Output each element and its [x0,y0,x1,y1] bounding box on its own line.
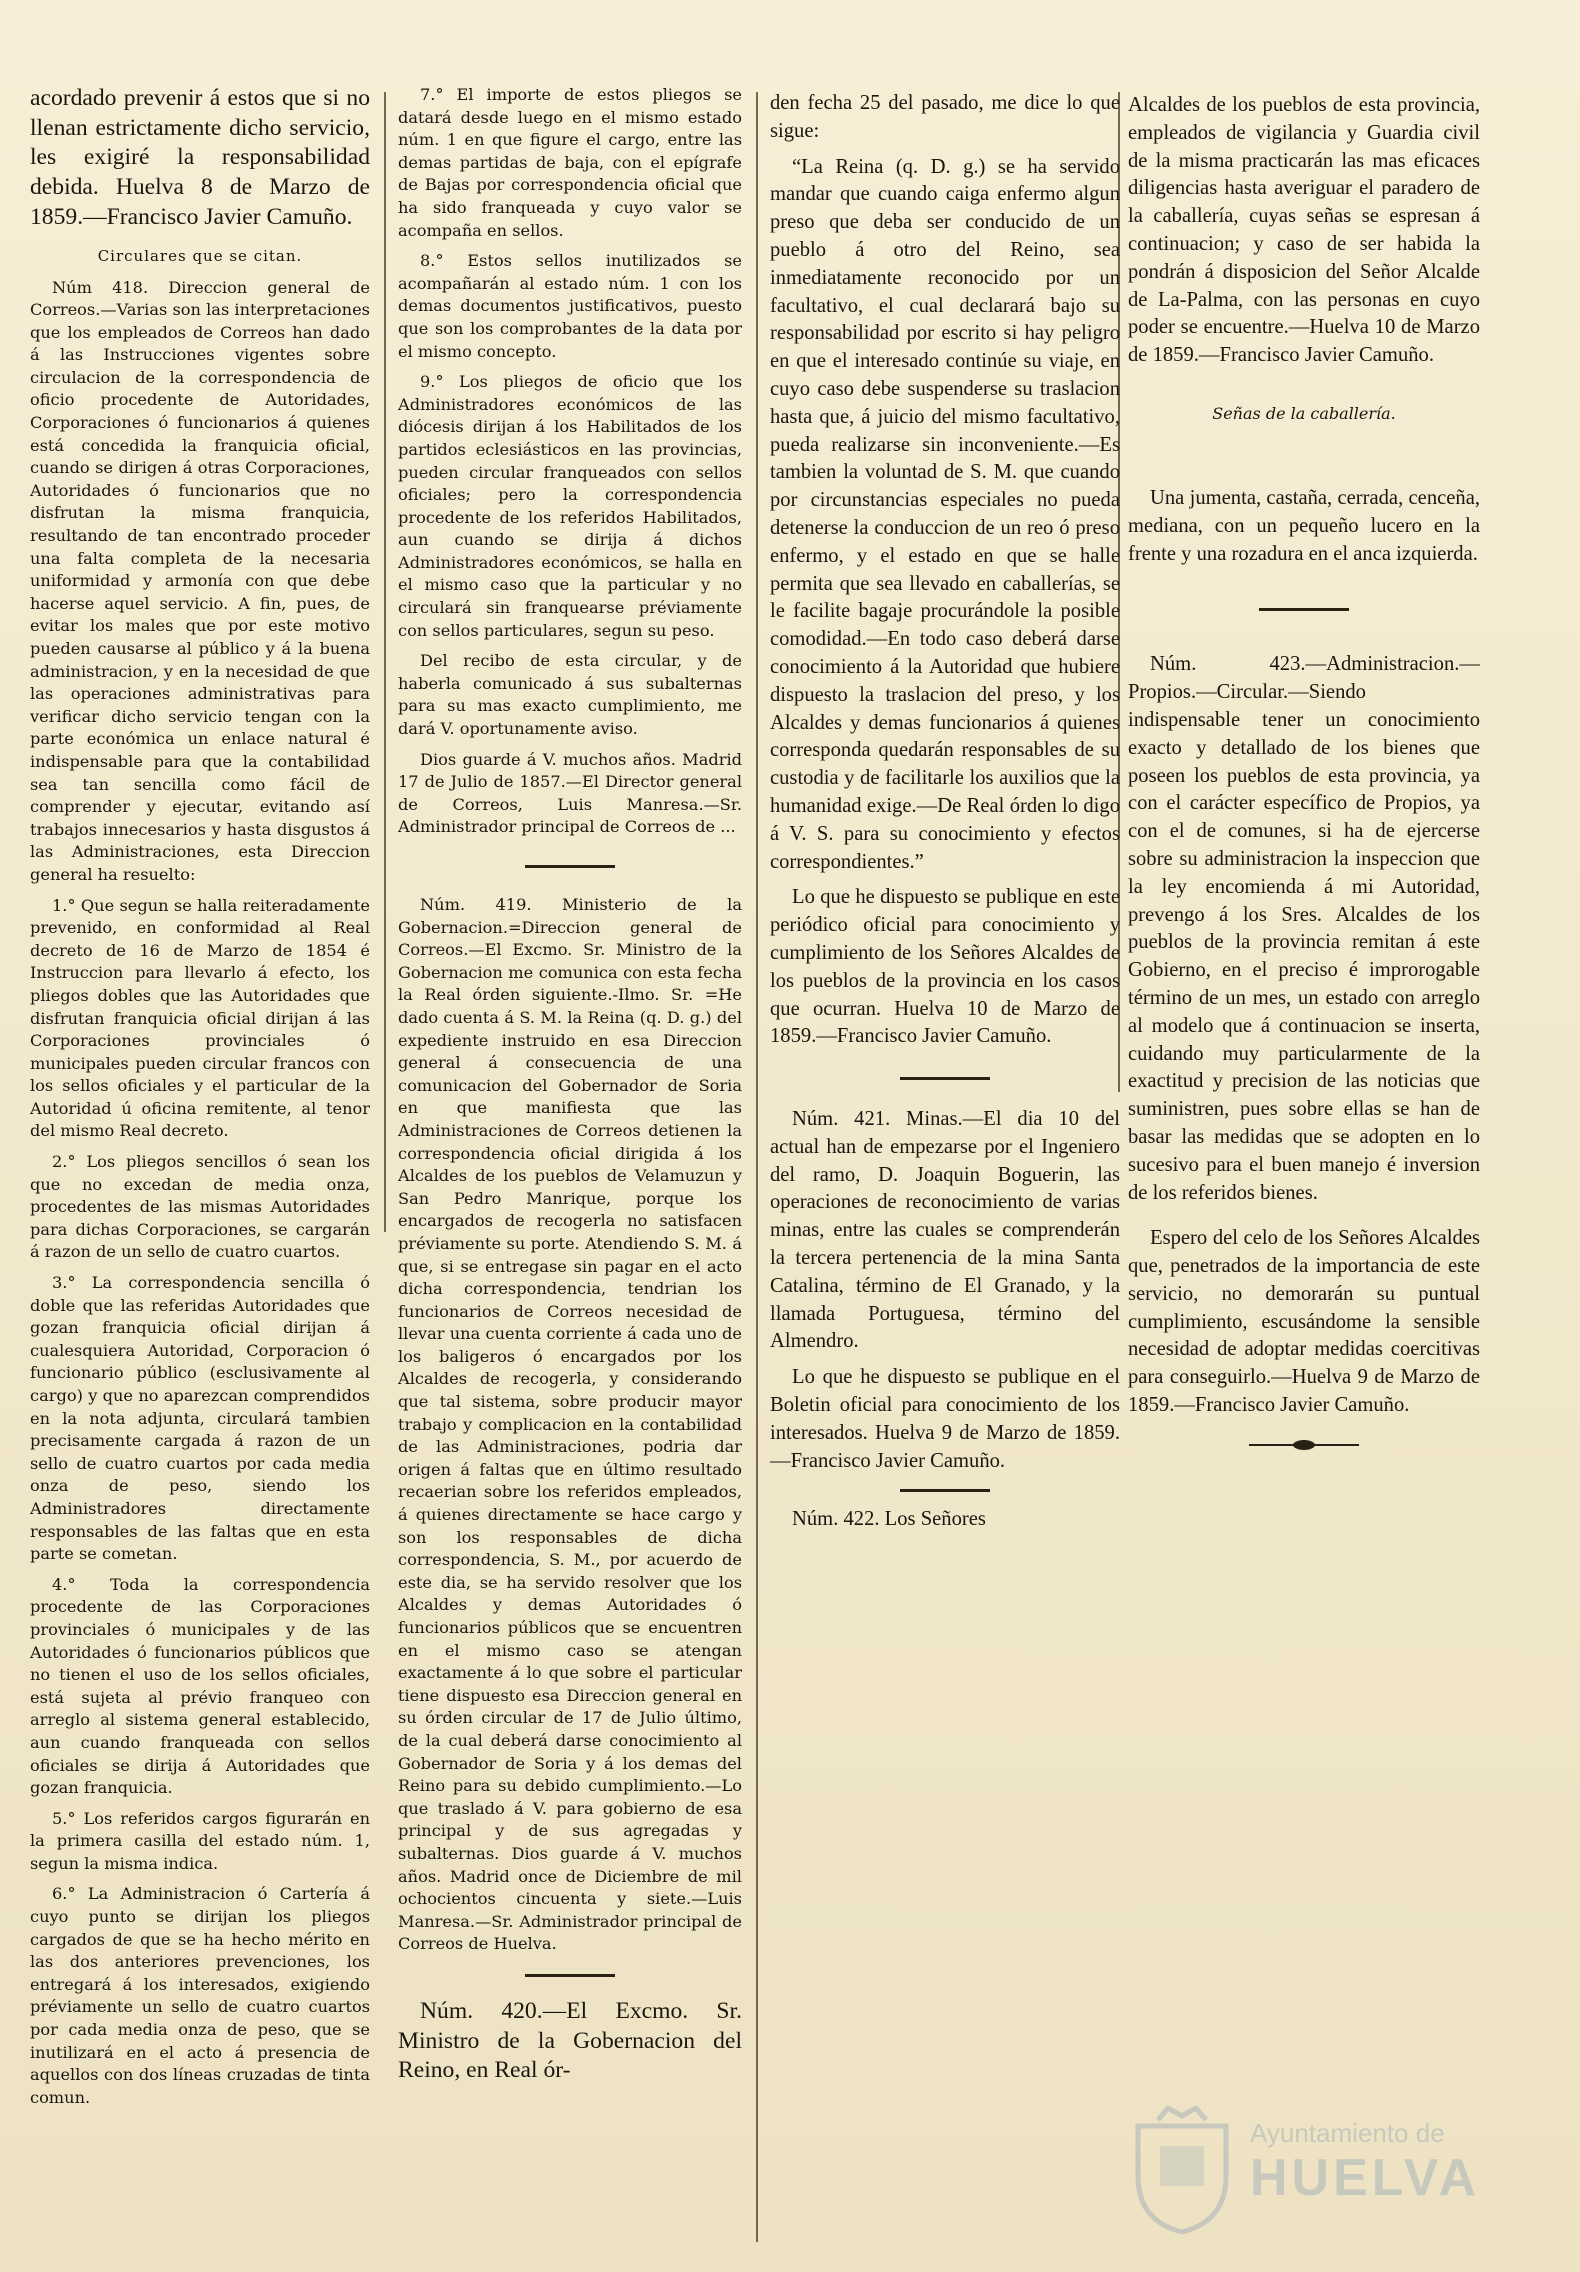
circular-receipt: Del recibo de esta circular, y de haberla comunicado á sus subalternas para su mas exacto cumplimiento, me dará V. oportunamente aviso. [398,651,742,739]
closing-paragraph: acordado prevenir á estos que si no llenan estrictamente dicho servicio, les exigiré la responsabilidad debida. Huelva 8 de Marzo de 1859.—Francisco Javier Camuño. [30,85,370,230]
notice-419: Núm. 419. Ministerio de la Gobernacion.=Direccion general de Correos.—El Excmo. Sr. Ministro de la Gobernacion me comunica con esta fecha la Real órden siguiente.-Ilmo. Sr. =He dado cuenta á S. M. la Reina (q. D. g.) del expediente instruido en esa Direccion general á consecuencia de una comunicacion del Gobernador de Soria en que manifiesta que las Administraciones de Correos detienen la correspondencia oficial dirigida á los Alcaldes de los pueblos de Velamuzun y San Pedro Manrique, porque los encargados de recogerla no satisfacen préviamente su porte. Atendiendo S. M. á que, si se entregase sin pagar en el acto dicha correspondencia, tendrian los funcionarios de Correos necesidad de llevar una cuenta corriente á cada uno de los baligeros ó encargados por los Alcaldes de recogerla, y considerando que tal sistema, sobre producir mayor trabajo y complicacion en la contabilidad de las Administraciones, podria dar origen á faltas que en último resultado recaerian sobre los referidos empleados, á quienes directamente se hace cargo y son los responsables de dicha correspondencia, S. M., por acuerdo de este dia, se ha servido resolver que los Alcaldes y demas Autoridades ó funcionarios públicos que se encuentren en el mismo caso se atengan exactamente á lo que sobre el particular tiene dispuesto esa Direccion general en su órden circular de 17 de Julio último, de la cual deberá darse conocimiento al Gobernador de Soria y á los demas del Reino para su debido cumplimiento.—Lo que traslado á V. para gobierno de esa principal y de sus agregadas y subalternas. Dios guarde á V. muchos años. Madrid once de Diciembre de mil ochocientos cincuenta y siete.—Luis Manresa.—Sr. Administrador principal de Correos de Huelva. [398,895,742,1954]
watermark-line-2: HUELVA [1250,2149,1481,2207]
notice-422-cont: Alcaldes de los pueblos de esta provincia, empleados de vigilancia y Guardia civil de la misma practicarán las mas eficaces diligencias hasta averiguar el paradero de la caballería, cuyas señas se espresan á continuacion; y caso de ser habida la pondrán á disposicion del Señor Alcalde de La-Palma, con las personas en cuyo poder se encuentre.—Huelva 10 de Marzo de 1859.—Francisco Javier Camuño. [1128,94,1480,367]
article-3: 3.° La correspondencia sencilla ó doble que las referidas Autoridades que gozan franquicia oficial dirijan á cualesquiera Autoridad, Corporacion ó funcionario público (esclusivamente al cargo) y que no aparezcan comprendidos en la nota adjunta, circulará tambien precisamente cargada á razon de un sello de cuatro cuartos por cada media onza de peso, siendo los Administradores directamente responsables de las faltas que en esta parte se cometan. [30,1273,370,1564]
watermark-logo [1100,2088,1520,2238]
coat-of-arms-icon [1128,2106,1236,2236]
column-rule [756,92,758,2242]
animal-description: Una jumenta, castaña, cerrada, cenceña, mediana, con un pequeño lucero en la frente y una rozadura en el anca izquierda. [1128,486,1480,565]
notice-421: Núm. 421. Minas.—El dia 10 del actual han de empezarse por el Ingeniero del ramo, D. Joaquin Boguerin, las operaciones de reconocimiento de varias minas, entre las cuales se comprenderán la tercera pertenencia de la mina Santa Catalina, término de El Granado, y la llamada Portuguesa, término del Almendro. [770,1108,1120,1353]
column-2 [398,84,742,2094]
column-rule [384,92,386,1232]
article-5: 5.° Los referidos cargos figurarán en la primera casilla del estado núm. 1, segun la misma indica. [30,1808,370,1873]
circular-418-intro: Núm 418. Direccion general de Correos.—Varias son las interpretaciones que los empleados de Correos han dado á las Instrucciones vigentes sobre circulacion de la correspondencia de oficio procedente de Autoridades, Corporaciones ó funcionarios á quienes está concedida la franquicia oficial, cuando se dirigen á otras Corporaciones, Autoridades ó funcionarios que no disfrutan la misma franquicia, resultando de tan encontrado proceder una falta completa de la necesaria uniformidad y armonía con que debe hacerse aquel servicio. A fin, pues, de evitar los males que por este motivo pueden causarse al público y á la buena administracion, y en la necesidad de que las operaciones administrativas para verificar dicho servicio tengan con la parte económica un enlace natural é indispensable para que la contabilidad sea tan sencilla como fácil de comprender y ejecutar, evitando así trabajos innecesarios y hasta disgustos á las Administraciones, esta Direccion general ha resuelto: [30,277,370,884]
notice-423-closing: Espero del celo de los Señores Alcaldes que, penetrados de la importancia de este servicio, no demorarán su puntual cumplimiento, escusándome la sensible necesidad de adoptar medidas coercitivas para conseguirlo.—Huelva 9 de Marzo de 1859.—Francisco Javier Camuño. [1128,1227,1480,1417]
watermark-line-1: Ayuntamiento de [1250,2118,1445,2148]
notice-422-start: Núm. 422. Los Señores [792,1508,986,1531]
section-heading: Circulares que se citan. [97,246,303,265]
separator-rule [900,1077,990,1080]
notice-421-closing: Lo que he dispuesto se publique en el Boletin oficial para conocimiento de los interesados. Huelva 9 de Marzo de 1859.—Francisco Javier Camuño. [770,1366,1120,1472]
separator-rule [525,1974,615,1977]
royal-order-text: “La Reina (q. D. g.) se ha servido mandar que cuando caiga enfermo algun preso que deba ser conducido de un pueblo á otro del Reino, sea inmediatamente reconocido por un facultativo, el cual declarará bajo su responsabilidad por escrito si hay peligro en que el interesado continúe su viaje, en cuyo caso debe suspenderse su traslacion hasta que, á juicio del mismo facultativo, pueda realizarse sin inconveniente.—Es tambien la voluntad de S. M. que cuando por circunstancias especiales no pueda detenerse la conduccion de un reo ó preso enfermo, y el estado en que se halle permita que sea llevado en caballerías, se le facilite bagaje procurándole la posible comodidad.—En todo caso deberá darse conocimiento á la Autoridad que hubiere dispuesto la traslacion del preso, y los Alcaldes y demas funcionarios á quienes corresponda quedarán responsables de su custodia y de facilitarle los auxilios que la humanidad exige.—De Real órden lo digo á V. S. para su conocimiento y efectos correspondientes.” [770,155,1120,873]
end-ornament [1249,1444,1359,1446]
article-2: 2.° Los pliegos sencillos ó sean los que no excedan de media onza, procedentes de las mismas Autoridades para dichas Corporaciones, se cargarán á razon de un sello de cuatro cuartos. [30,1152,370,1262]
notice-420-closing: Lo que he dispuesto se publique en este periódico oficial para conocimiento y cumplimiento de los Señores Alcaldes de los pueblos de la provincia en los casos que ocurran. Huelva 10 de Marzo de 1859.—Francisco Javier Camuño. [770,886,1120,1048]
description-heading: Señas de la caballería. [1212,403,1396,423]
notice-423: Núm. 423.—Administracion.—Propios.—Circular.—Siendo indispensable tener un conocimiento exacto y detallado de los bienes que poseen los pueblos de esta provincia, ya con el carácter específico de Propios, ya con el de comunes, si ha de ejercerse sobre su administracion la inspeccion que la ley encomienda á mi Autoridad, prevengo á los Sres. Alcaldes de los pueblos de la provincia remitan á este Gobierno, en el preciso é improrogable término de un mes, un estado con arreglo al modelo que á continuacion se inserta, cuidando muy particularmente de la exactitud y precision de las noticias que suministren, pues sobre ellas se han de basar las medidas que se adopten en lo sucesivo para el buen manejo é inversion de los referidos bienes. [1128,653,1480,1204]
article-4: 4.° Toda la correspondencia procedente de las Corporaciones provinciales ó municipales y de las Autoridades ó funcionarios públicos que no tienen el uso de los sellos oficiales, está sujeta al prévio franqueo con arreglo al sistema general establecido, aun cuando franqueada con sellos oficiales se dirija á Autoridades que gozan franquicia. [30,1574,370,1798]
circular-signature: Dios guarde á V. muchos años. Madrid 17 de Julio de 1857.—El Director general de Correos, Luis Manresa.—Sr. Administrador principal de Correos de ... [398,749,742,837]
article-6: 6.° La Administracion ó Cartería á cuyo punto se dirijan los pliegos cargados de que se ha hecho mérito en las dos anteriores prevenciones, los entregará á los interesados, exigiendo préviamente un sello de cuatro cuartos por cada media onza de peso, que se inutilizará en el acto á presencia de aquellos con dos líneas cruzadas de tinta comun. [30,1884,370,2107]
article-9: 9.° Los pliegos de oficio que los Administradores económicos de las diócesis dirijan á los Habilitados de los partidos eclesiásticos en las provincias, pueden circular franqueados con sellos oficiales; pero la correspondencia procedente de los referidos Habilitados, aun cuando se dirija á dichos Administradores económicos, se halla en el mismo caso que la particular y no circulará sin franquearse préviamente con sellos particulares, segun su peso. [398,372,742,640]
notice-420-cont: den fecha 25 del pasado, me dice lo que sigue: [770,92,1120,142]
notice-420-start: Núm. 420.—El Excmo. Sr. Ministro de la Gobernacion del Reino, en Real ór- [398,1997,742,2084]
column-1 [30,84,370,2117]
article-7: 7.° El importe de estos pliegos se datará desde luego en el mismo estado núm. 1 en que figure el cargo, entre las demas partidas de baja, con el epígrafe de Bajas por correspondencia oficial que ha sido franqueada y cuyo valor se acompaña en sellos. [398,85,742,240]
separator-rule [1259,608,1349,611]
separator-rule [525,865,615,868]
column-4 [1128,92,1480,1470]
article-1: 1.° Que segun se halla reiteradamente prevenido, en conformidad al Real decreto de 16 de Marzo de 1854 é Instruccion para llevarlo á efecto, los pliegos dobles que las Autoridades que disfrutan franquicia oficial dirijan á las Corporaciones provinciales ó municipales pueden circular francos con los sellos oficiales y el particular de la Autoridad ú oficina remitente, al tenor del mismo Real decreto. [30,895,370,1141]
article-8: 8.° Estos sellos inutilizados se acompañarán al estado núm. 1 con los demas documentos justificativos, puesto que son los comprobantes de la data por el mismo concepto. [398,251,742,361]
column-3 [770,90,1120,1542]
separator-rule [900,1489,990,1492]
